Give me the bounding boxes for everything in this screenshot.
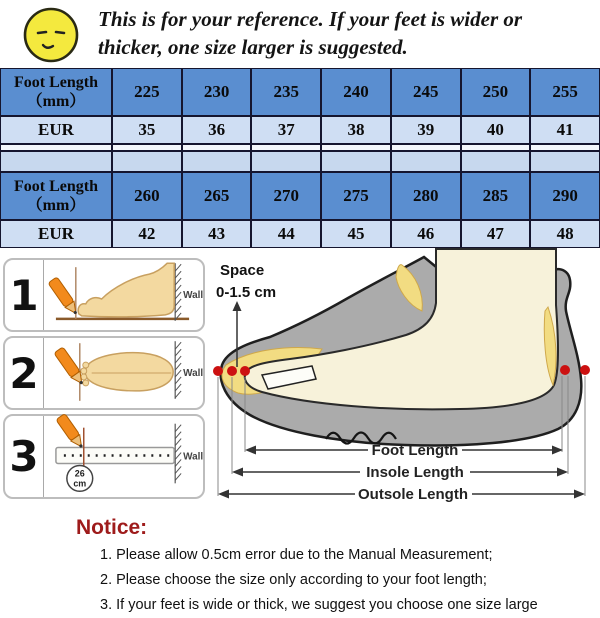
step-number: 1 xyxy=(5,260,44,330)
wall-hatch xyxy=(175,424,181,484)
eur-header: EUR xyxy=(0,116,112,144)
table2-eur-row xyxy=(0,220,600,248)
pencil-icon xyxy=(56,413,86,450)
notice-item: 1. Please allow 0.5cm error due to the Manual Measurement; xyxy=(100,547,493,563)
step-number: 2 xyxy=(5,338,44,408)
mm-cell: 275 xyxy=(321,172,391,220)
foot-length-header xyxy=(0,68,112,116)
mm-cell: 245 xyxy=(391,68,461,116)
eur-cell: 41 xyxy=(530,116,600,144)
step-panel-3 xyxy=(3,414,205,499)
measure-value: 26 xyxy=(74,468,85,479)
eur-cell: 46 xyxy=(391,220,461,248)
eur-cell: 39 xyxy=(391,116,461,144)
notice-item: 3. If your feet is wide or thick, we suggest you choose one size large xyxy=(100,597,538,613)
notice-heading: Notice: xyxy=(76,516,148,539)
reference-note-line2: thicker, one size larger is suggested. xyxy=(98,35,408,59)
eur-cell: 37 xyxy=(251,116,321,144)
measure-value-bubble xyxy=(67,465,93,491)
reference-note-line1: This is for your reference. If your feet is wider or xyxy=(98,7,523,31)
pencil-icon xyxy=(54,347,87,387)
ruler-measure-diagram xyxy=(44,416,203,497)
notice-item: 2. Please choose the size only according to your foot length; xyxy=(100,572,487,588)
eur-cell: 44 xyxy=(251,220,321,248)
step1-illustration xyxy=(44,260,203,330)
mm-cell: 230 xyxy=(182,68,252,116)
table-spacer-row xyxy=(0,151,600,172)
wall-hatch xyxy=(175,263,181,321)
mm-cell: 225 xyxy=(112,68,182,116)
eur-cell: 40 xyxy=(461,116,531,144)
table1-eur-row xyxy=(0,116,600,144)
eur-cell: 47 xyxy=(461,220,531,248)
table-spacer-row xyxy=(0,144,600,151)
step2-illustration xyxy=(44,338,203,408)
eur-header: EUR xyxy=(0,220,112,248)
measure-unit: cm xyxy=(73,478,87,489)
space-value-label: 0-1.5 cm xyxy=(216,284,277,301)
step-panel-1 xyxy=(3,258,205,332)
foot-shape xyxy=(81,353,173,391)
eur-cell: 35 xyxy=(112,116,182,144)
mm-cell: 270 xyxy=(251,172,321,220)
step3-illustration xyxy=(44,416,203,497)
mm-cell: 260 xyxy=(112,172,182,220)
eur-cell: 45 xyxy=(321,220,391,248)
wall-label: Wall xyxy=(183,451,204,463)
mm-cell: 280 xyxy=(391,172,461,220)
mm-cell: 235 xyxy=(251,68,321,116)
step-panel-2 xyxy=(3,336,205,410)
table2-mm-row xyxy=(0,172,600,220)
wall-label: Wall xyxy=(183,289,204,301)
eur-cell: 38 xyxy=(321,116,391,144)
table1-mm-row xyxy=(0,68,600,116)
size-table xyxy=(0,68,600,248)
mm-cell: 250 xyxy=(461,68,531,116)
wall-hatch xyxy=(175,341,181,399)
mm-cell: 265 xyxy=(182,172,252,220)
foot-shape xyxy=(78,263,174,317)
notice-list xyxy=(100,543,598,618)
mm-cell: 290 xyxy=(530,172,600,220)
reference-note xyxy=(98,5,593,61)
eur-cell: 48 xyxy=(530,220,600,248)
eur-cell: 36 xyxy=(182,116,252,144)
header xyxy=(0,0,600,68)
measuring-steps xyxy=(3,253,205,505)
space-label: Space xyxy=(220,262,265,279)
mm-cell: 285 xyxy=(461,172,531,220)
eur-cell: 42 xyxy=(112,220,182,248)
foot-side-view-diagram xyxy=(44,260,203,330)
foot-length-label: Foot Length xyxy=(14,74,98,91)
mm-unit-label: （mm） xyxy=(26,93,86,110)
shoe-diagram-svg xyxy=(210,253,600,505)
mm-cell: 255 xyxy=(530,68,600,116)
foot-length-measure-label: Foot Length xyxy=(371,442,459,459)
outsole-length-measure-label: Outsole Length xyxy=(358,486,468,503)
foot-length-header xyxy=(0,172,112,220)
foot-top-view-diagram xyxy=(44,338,203,408)
step-number: 3 xyxy=(5,416,44,497)
shoe-cross-section xyxy=(210,253,600,505)
wall-label: Wall xyxy=(183,367,204,379)
insole-length-measure-label: Insole Length xyxy=(366,464,464,481)
foot-length-label: Foot Length xyxy=(14,178,98,195)
mm-unit-label: （mm） xyxy=(26,197,86,214)
smiley-face-icon xyxy=(22,6,80,64)
mm-cell: 240 xyxy=(321,68,391,116)
eur-cell: 43 xyxy=(182,220,252,248)
